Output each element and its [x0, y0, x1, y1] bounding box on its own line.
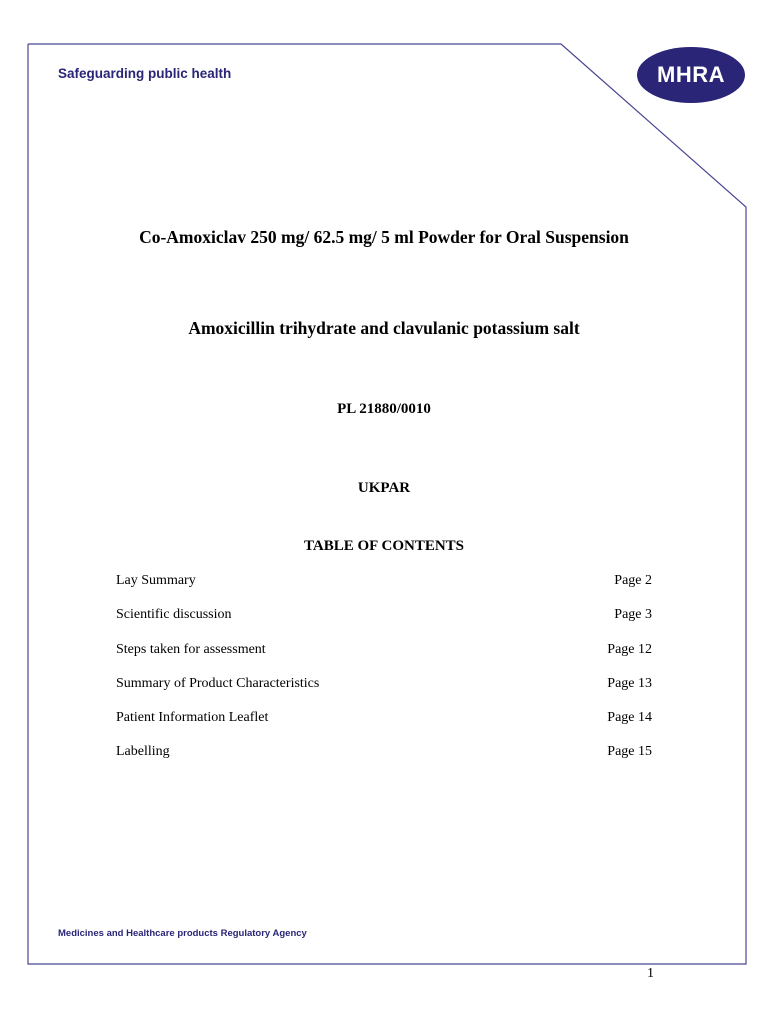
toc-item-page: Page 2 [614, 573, 652, 588]
toc-row [116, 605, 652, 639]
toc-item-label: Patient Information Leaflet [116, 710, 269, 726]
agency-footer: Medicines and Healthcare products Regulatory Agency [58, 928, 307, 939]
toc-item-label: Summary of Product Characteristics [116, 675, 320, 691]
document-subtitle: Amoxicillin trihydrate and clavulanic potassium salt [188, 318, 580, 338]
toc-item-page: Page 12 [607, 641, 652, 657]
table-of-contents [116, 571, 652, 777]
report-type: UKPAR [357, 480, 411, 496]
toc-item-label: Labelling [116, 744, 170, 760]
page-number: 1 [647, 966, 654, 981]
tagline: Safeguarding public health [58, 66, 232, 81]
mhra-logo-text: MHRA [657, 62, 725, 87]
toc-row [116, 571, 652, 605]
toc-item-label: Steps taken for assessment [116, 641, 266, 657]
toc-row [116, 742, 652, 776]
toc-row [116, 640, 652, 674]
toc-item-page: Page 14 [607, 710, 652, 726]
toc-item-label: Scientific discussion [116, 607, 232, 623]
licence-number: PL 21880/0010 [337, 401, 431, 417]
toc-item-label: Lay Summary [116, 573, 196, 588]
toc-item-page: Page 13 [607, 675, 652, 691]
toc-row [116, 674, 652, 708]
toc-item-page: Page 3 [614, 607, 652, 623]
toc-row [116, 708, 652, 742]
toc-heading: TABLE OF CONTENTS [303, 538, 465, 554]
toc-item-page: Page 15 [607, 744, 652, 760]
document-title: Co-Amoxiclav 250 mg/ 62.5 mg/ 5 ml Powder for Oral Suspension [139, 227, 629, 247]
